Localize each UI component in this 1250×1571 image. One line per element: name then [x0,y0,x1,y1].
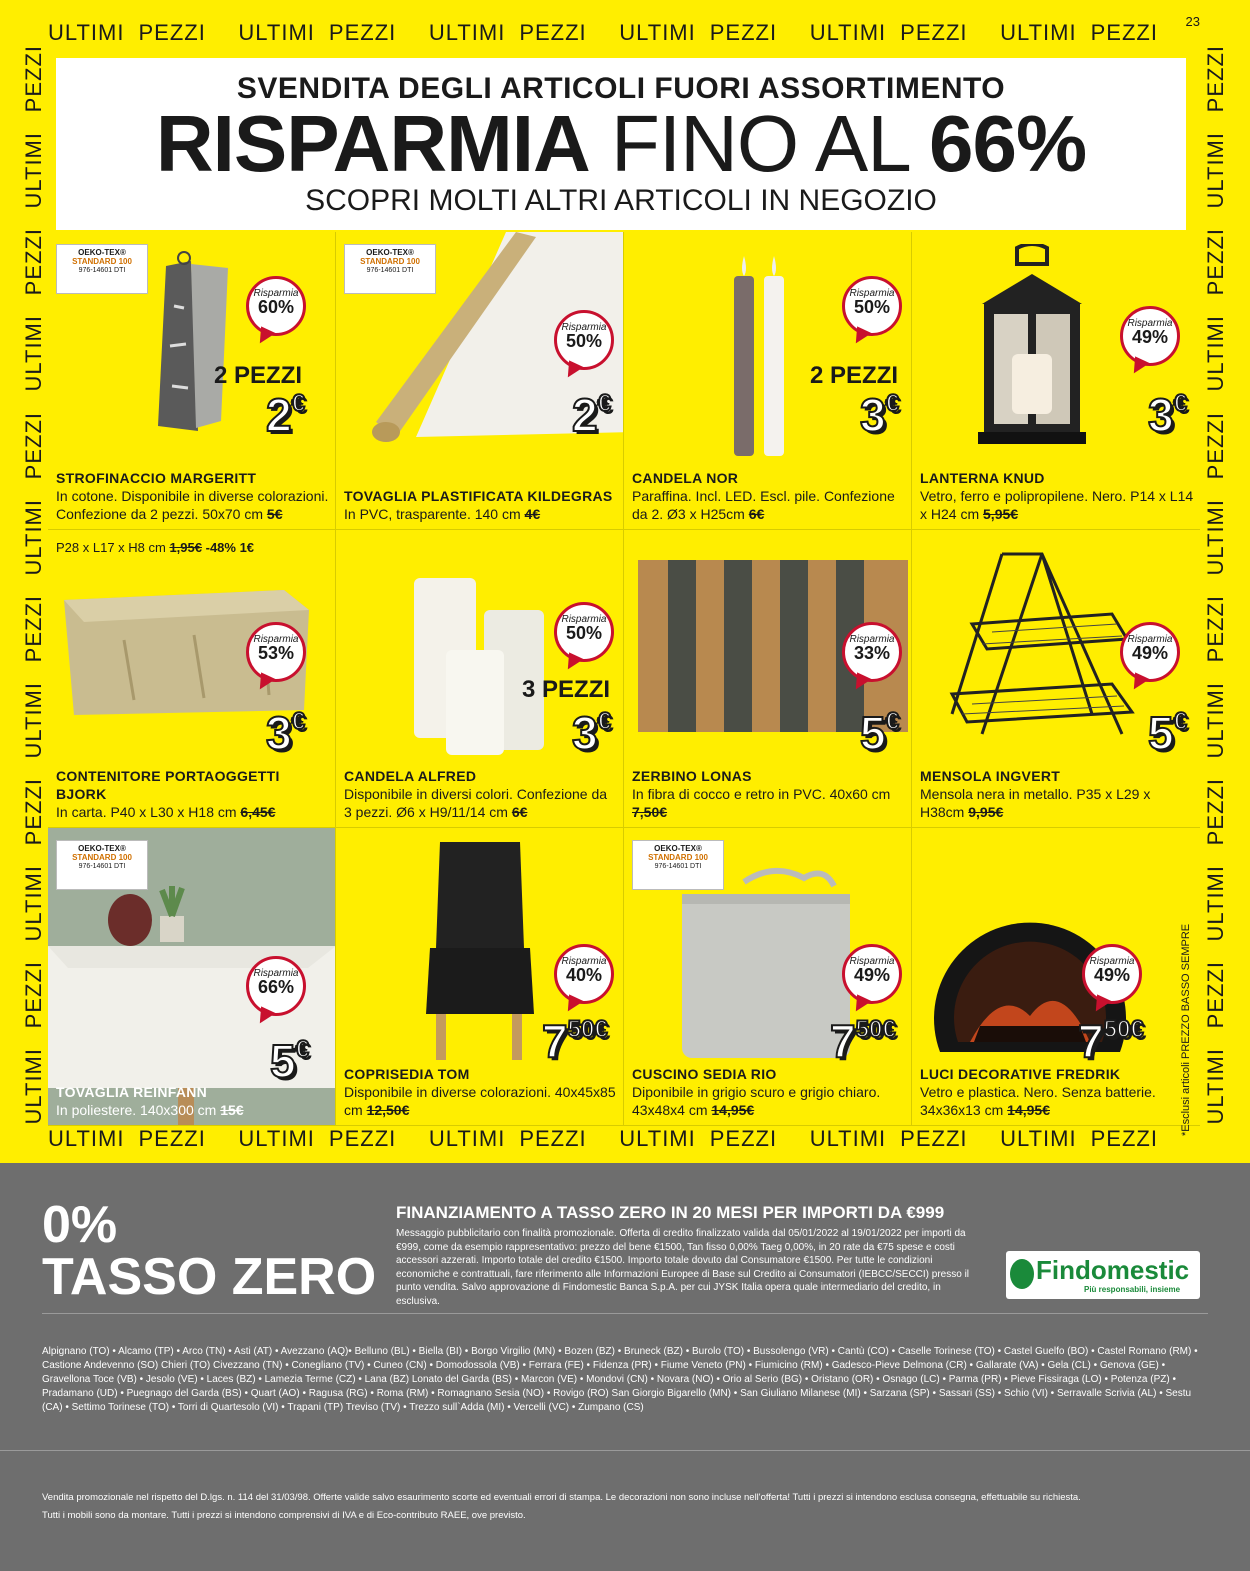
store-list: Alpignano (TO) • Alcamo (TP) • Arco (TN) • Asti (AT) • Avezzano (AQ)• Belluno (BL) • Biella (BI) • Borgo Virgilio (MN) • Bozen (BZ) • Bruneck (BZ) • Burolo (TO) • Bussolengo (VR) • Cantù (CO) • Caselle Torinese (TO) • Castel Guelfo (BO) • Castel Romano (RM) • Castione Andevenno (SO) Chieri (TO) Civezzano (TN) • Conegliano (TV) • Cuneo (CN) • Domodossola (VB) • Ferrara (FE) • Fidenza (PR) • Fiume Veneto (PN) • Fiumicino (RM) • Gadesco-Pieve Delmona (CR) • Gallarate (VA) • Gela (CL) • Genova (GE) • Gravellona Toce (VB) • Jesolo (VE) • Laces (BZ) • Lamezia Terme (CZ) • Lana (BZ) Lonato del Garda (BS) • Marcon (VE) • Mondovi (CN) • Novara (NO) • Orio al Serio (BG) • Oristano (OR) • Osnago (LC) • Parma (PR) • Pieve Fissiraga (LO) • Potenza (PZ) • Pradamano (UD) • Puegnago del Garda (BS) • Quart (AO) • Ragusa (RG) • Roma (RM) • Romagnano Sesia (NO) • Rovigo (RO) San Giorgio Bigarello (MN) • San Giuliano Milanese (MI) • Sarzana (SP) • Sassari (SS) • Schio (VI) • Serravalle Scrivia (AL) • Sestu (CA) • Settimo Torinese (TO) • Torri di Quartesolo (VI) • Trapani (TP) Treviso (TV) • Trezzo sull`Adda (MI) • Vercelli (VC) • Zumpano (CS) [42,1346,1198,1413]
price-cents: € [291,708,305,735]
badge-percent: 50% [565,331,603,351]
band-word: PEZZI [138,1126,206,1151]
badge-label: Risparmia [849,634,895,645]
price [572,389,611,441]
price-main: 3 [1148,389,1174,441]
price-main: 7 [1078,1015,1104,1067]
price-main: 3 [572,707,598,759]
discount-badge [842,944,902,1004]
badge-percent: 40% [565,965,603,985]
variant-price-note [56,540,254,555]
product-description: Diponibile in grigio scuro e grigio chiaro. 43x48x4 cm [632,1084,881,1118]
discount-badge [554,310,614,370]
price-main: 2 [266,389,292,441]
band-label [429,1126,587,1152]
exclusion-note: *Esclusi articoli PREZZO BASSO SEMPRE [1180,923,1192,1136]
lantern-image [962,244,1102,450]
band-word: PEZZI [709,1126,778,1151]
band-word: ULTIMI [1000,20,1077,45]
badge-percent: 53% [257,643,295,663]
badge-label: Risparmia [849,956,895,967]
product-name: LUCI DECORATIVE FREDRIK [920,1066,1121,1082]
badge-percent: 50% [565,623,603,643]
badge-label: Risparmia [1127,318,1173,329]
product-description: Vetro, ferro e polipropilene. Nero. P14 x L14 x H24 cm [920,488,1194,522]
product-info [344,1065,617,1119]
discount-badge [246,956,306,1016]
oeko-line: STANDARD 100 [648,853,708,862]
shelf-rack-image [942,544,1142,744]
old-price: 12,50€ [366,1102,410,1118]
variant-size: P28 x L17 x H8 cm [56,540,170,555]
tasso-zero: TASSO ZERO [42,1248,377,1306]
product-info [56,1083,329,1119]
badge-label: Risparmia [253,968,299,979]
band-word: PEZZI [1203,961,1228,1029]
financing-terms: Messaggio pubblicitario con finalità promozionale. Offerta di credito finalizzato valida dal 05/01/2022 al 19/01/2022 per importi da €999, come da esempio rappresentativo: prezzo del bene €1500, Tan fisso 0,00% Taeg 0,00%, in 20 rate da €75 spese e costi accessori azzerati. Importo totale del credito €1500. Importo totale dovuto dal Consumatore €1500. Per tutte le condizioni economiche e contrattuali, fare riferimento alle Informazioni Europee di Base sul Credito ai Consumatori (IEBCC/SECCI) presso il punto vendita. Salvo approvazione di Findomestic Banca S.p.A. per cui JYSK Italia opera quale intermediario del credito, in esclusiva. [396,1228,970,1307]
product-card[interactable] [624,828,912,1126]
disclaimer-line: Tutti i mobili sono da montare. Tutti i prezzi si intendono comprensivi di IVA e di Eco-contributo RAEE, ove previsto. [42,1510,526,1521]
oeko-line: OEKO-TEX® [654,844,702,853]
badge-percent: 49% [1093,965,1131,985]
oeko-line: STANDARD 100 [72,257,132,266]
badge-label: Risparmia [561,956,607,967]
financing-info [396,1203,986,1308]
band-label [48,20,206,46]
product-description: Mensola nera in metallo. P35 x L29 x H38cm [920,786,1151,820]
band-word: ULTIMI [238,20,315,45]
discount-badge [246,276,306,336]
pillar-candles-image [406,560,556,760]
product-card[interactable] [48,530,336,828]
oeko-line: 976-14601 DTI [78,267,126,274]
ultimi-pezzi-band-bottom [48,1126,1158,1152]
product-name: LANTERNA KNUD [920,470,1045,486]
product-card[interactable] [912,828,1200,1126]
old-price: 5€ [266,506,283,522]
product-info [632,1065,905,1119]
price-main: 5 [270,1035,296,1087]
old-price: 14,95€ [711,1102,755,1118]
price [266,707,305,759]
pack-quantity: 2 PEZZI [810,362,899,389]
product-description: In carta. P40 x L30 x H18 cm [56,804,241,820]
oeko-line: 976-14601 DTI [78,863,126,870]
old-price: 5,95€ [983,506,1019,522]
old-price: 6€ [511,804,528,820]
hero-banner [56,58,1186,230]
band-word: ULTIMI [619,20,696,45]
product-card[interactable] [624,530,912,828]
band-word: PEZZI [21,45,46,113]
band-word: ULTIMI [1203,498,1228,576]
price-main: 3 [266,707,292,759]
oeko-line: STANDARD 100 [360,257,420,266]
badge-percent: 33% [853,643,891,663]
price-cents: € [597,390,611,417]
product-description: Disponibile in diversi colori. Confezione da 3 pezzi. Ø6 x H9/11/14 cm [344,786,608,820]
band-label [238,1126,396,1152]
badge-percent: 60% [257,297,295,317]
pack-quantity: 2 PEZZI [214,362,303,389]
band-word: ULTIMI [1203,315,1228,392]
price [266,389,305,441]
price-cents: 50€ [855,1016,896,1043]
hero-subtitle: SVENDITA DEGLI ARTICOLI FUORI ASSORTIMENTO [236,72,1006,105]
badge-label: Risparmia [253,288,299,299]
band-word: ULTIMI [21,1048,46,1125]
product-info [920,1065,1194,1119]
financing-title: FINANZIAMENTO A TASSO ZERO IN 20 MESI PER IMPORTI DA €999 [396,1203,945,1222]
footer-section [0,1163,1250,1571]
band-label [48,1126,206,1152]
discount-badge [842,622,902,682]
band-word: PEZZI [1203,45,1228,113]
product-name: TOVAGLIA PLASTIFICATA KILDEGRAS [344,488,613,504]
old-price: 7,50€ [632,804,668,820]
product-info [920,767,1194,821]
band-word: ULTIMI [1203,132,1228,209]
ultimi-pezzi-band-right [1196,45,1236,1125]
headline-percent: 66% [929,99,1087,188]
product-card[interactable] [912,530,1200,828]
oeko-tex-label [56,244,148,294]
price-cents: € [291,390,305,417]
variant-new-price: -48% 1€ [202,540,255,555]
band-word: ULTIMI [21,681,46,759]
price [1078,1015,1144,1067]
discount-badge [554,944,614,1004]
price-main: 7 [542,1015,568,1067]
pack-quantity: 3 PEZZI [522,676,611,703]
price [860,707,899,759]
product-info [56,469,329,523]
oeko-tex-label [56,840,148,890]
price-cents: € [295,1036,309,1063]
band-word: PEZZI [138,20,206,45]
product-description: Disponibile in diverse colorazioni. 40x45x85 cm [344,1084,616,1118]
band-word: PEZZI [1090,20,1158,45]
band-word: ULTIMI [21,865,46,942]
badge-label: Risparmia [1127,634,1173,645]
price-main: 5 [860,707,886,759]
band-label [619,20,777,46]
product-card[interactable] [336,232,624,530]
product-info [632,767,905,821]
price [572,707,611,759]
hero-tagline: SCOPRI MOLTI ALTRI ARTICOLI IN NEGOZIO [305,184,937,217]
product-description: In cotone. Disponibile in diverse colorazioni. Confezione da 2 pezzi. 50x70 cm [56,488,329,522]
product-description: In poliestere. 140x300 cm [56,1102,221,1118]
headline-normal: FINO AL [589,99,930,188]
findomestic-logo [1006,1251,1200,1299]
discount-badge [1082,944,1142,1004]
product-info [920,469,1194,523]
product-card[interactable] [912,232,1200,530]
old-price: 15€ [220,1102,244,1118]
band-label [238,20,396,46]
headline-bold: RISPARMIA [155,99,590,188]
band-label [619,1126,777,1152]
product-name: CUSCINO SEDIA RIO [632,1066,777,1082]
product-card[interactable] [624,232,912,530]
price-main: 2 [572,389,598,441]
band-word: PEZZI [519,20,587,45]
old-price: 6,45€ [240,804,276,820]
product-description: In fibra di cocco e retro in PVC. 40x60 cm [632,786,891,802]
product-card[interactable] [48,828,336,1126]
oeko-line: OEKO-TEX® [78,248,126,257]
band-word: PEZZI [328,20,397,45]
band-word: ULTIMI [48,1126,125,1151]
discount-badge [246,622,306,682]
zero-interest-title [42,1196,377,1306]
band-word: ULTIMI [809,1126,887,1151]
band-word: ULTIMI [428,1126,506,1151]
discount-badge [1120,622,1180,682]
old-price: 6€ [748,506,765,522]
band-word: PEZZI [519,1126,587,1151]
band-label [1000,20,1158,46]
band-word: PEZZI [21,228,46,296]
band-word: PEZZI [1203,778,1228,846]
price-main: 3 [860,389,886,441]
price-cents: € [885,390,899,417]
product-info [344,767,617,821]
product-name: COPRISEDIA TOM [344,1066,470,1082]
price-cents: € [1173,708,1187,735]
band-label [810,1126,968,1152]
product-grid [48,232,1200,1126]
product-card[interactable] [48,232,336,530]
product-info [56,767,329,821]
product-name: TOVAGLIA REINFANN [56,1084,208,1100]
price [830,1015,896,1067]
badge-percent: 49% [853,965,891,985]
band-word: PEZZI [1203,228,1228,296]
band-word: PEZZI [709,20,778,45]
band-word: ULTIMI [1203,1048,1228,1125]
badge-label: Risparmia [253,634,299,645]
band-label [810,20,968,46]
product-card[interactable] [336,828,624,1126]
oeko-line: OEKO-TEX® [366,248,414,257]
badge-label: Risparmia [849,288,895,299]
discount-badge [554,602,614,662]
band-word: PEZZI [328,1126,397,1151]
band-word: ULTIMI [428,20,506,45]
taper-candles-image [724,246,804,460]
badge-label: Risparmia [1089,956,1135,967]
variant-old-price: 1,95€ [169,540,202,555]
band-word: PEZZI [21,594,46,663]
oeko-line: STANDARD 100 [72,853,132,862]
band-word: PEZZI [900,1126,968,1151]
band-word: PEZZI [21,961,46,1029]
oeko-line: OEKO-TEX® [78,844,126,853]
price [1148,389,1187,441]
price-main: 7 [830,1015,856,1067]
chair-cover-image [426,838,536,1064]
oeko-line: 976-14601 DTI [654,863,702,870]
page-number: 23 [1185,14,1200,29]
band-word: ULTIMI [1000,1126,1077,1151]
discount-badge [842,276,902,336]
disclaimer-line: Vendita promozionale nel rispetto del D.lgs. n. 114 del 31/03/98. Offerte valide salvo esaurimento scorte ed eventuali errori di stampa. Le decorazioni non sono incluse nell'offerta! Tutti i prezzi si intendono esclusa consegna, effettuabile su richiesta. [42,1492,1081,1503]
band-word: ULTIMI [809,20,887,45]
price-cents: 50€ [567,1016,608,1043]
price [542,1015,608,1067]
band-word: PEZZI [1203,411,1228,479]
mascot-icon [1010,1259,1034,1289]
logo-tagline: Più responsabili, insieme [1084,1285,1181,1294]
badge-percent: 66% [257,977,295,997]
ultimi-pezzi-band-top [48,20,1158,46]
old-price: 9,95€ [968,804,1004,820]
oeko-line: 976-14601 DTI [366,267,414,274]
badge-label: Risparmia [561,322,607,333]
legal-disclaimer [42,1489,1212,1525]
band-label [429,20,587,46]
product-card[interactable] [336,530,624,828]
product-name: CANDELA ALFRED [344,768,477,784]
band-word: ULTIMI [21,498,46,576]
product-info [632,469,905,523]
badge-percent: 49% [1131,327,1169,347]
product-name: MENSOLA INGVERT [920,768,1061,784]
band-word: ULTIMI [21,315,46,392]
band-word: PEZZI [21,411,46,479]
band-label [1000,1126,1158,1152]
old-price: 4€ [524,506,541,522]
badge-percent: 49% [1131,643,1169,663]
band-word: ULTIMI [21,132,46,209]
product-name: STROFINACCIO MARGERITT [56,470,257,486]
tea-towel-image [136,246,246,436]
band-word: PEZZI [900,20,968,45]
band-word: ULTIMI [1203,865,1228,942]
price [270,1035,309,1087]
product-name: ZERBINO LONAS [632,768,752,784]
old-price: 14,95€ [1007,1102,1050,1118]
band-word: PEZZI [1203,594,1228,663]
price-cents: 50€ [1103,1016,1144,1043]
price [860,389,899,441]
band-word: ULTIMI [48,20,125,45]
product-info [344,487,617,523]
divider [42,1313,1208,1314]
product-description: In PVC, trasparente. 140 cm [344,506,525,522]
price [1148,707,1187,759]
price-cents: € [1173,390,1187,417]
product-name: CANDELA NOR [632,470,739,486]
zero-percent: 0% [42,1196,118,1254]
band-word: ULTIMI [619,1126,696,1151]
price-cents: € [597,708,611,735]
badge-percent: 50% [853,297,891,317]
hero-headline [56,99,1186,188]
band-word: PEZZI [1090,1126,1158,1151]
product-name: CONTENITORE PORTAOGGETTI BJORK [56,768,280,802]
divider [0,1450,1250,1451]
logo-brand: Findomestic [1036,1255,1190,1285]
band-word: ULTIMI [238,1126,315,1151]
price-cents: € [885,708,899,735]
badge-label: Risparmia [561,614,607,625]
product-description: Vetro e plastica. Nero. Senza batterie. 34x36x13 cm [920,1084,1156,1118]
band-word: ULTIMI [1203,681,1228,759]
band-word: PEZZI [21,778,46,846]
product-description: Paraffina. Incl. LED. Escl. pile. Confezione da 2. Ø3 x H25cm [632,488,895,522]
discount-badge [1120,306,1180,366]
price-main: 5 [1148,707,1174,759]
